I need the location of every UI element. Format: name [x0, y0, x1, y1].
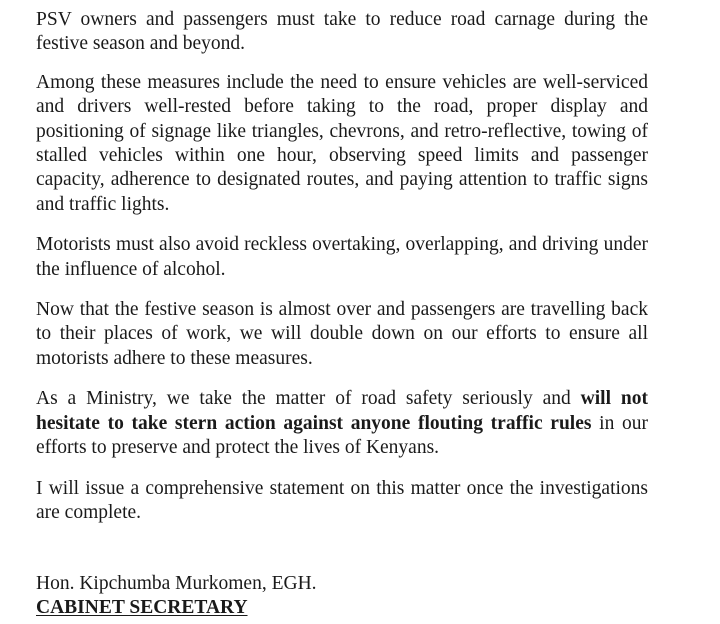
signatory-name: Hon. Kipchumba Murkomen, EGH.: [36, 573, 317, 594]
paragraph-upcoming-statement: I will issue a comprehensive statement on this matter once the investigations are complete.: [36, 477, 648, 523]
signatory-title: CABINET SECRETARY: [36, 597, 248, 619]
ministry-emphasis: will not hesitate to take stern action against anyone flouting traffic rules: [36, 388, 648, 434]
paragraph-motorists: Motorists must also avoid reckless overtaking, overlapping, and driving under the influence of alcohol.: [36, 234, 648, 280]
statement-body: [36, 8, 648, 541]
paragraph-festive-season: Now that the festive season is almost over and passengers are travelling back to their places of work, we will double down on our efforts to ensure all motorists adhere to these measures.: [36, 299, 648, 369]
paragraph-safety-measures: Among these measures include the need to ensure vehicles are well-serviced and drivers well-rested before taking to the road, proper display and positioning of signage like triangles, chevrons, and retro-reflective, towing of stalled vehicles within one hour, observing speed limits and passenger capacity, adherence to designated routes, and paying attention to traffic signs and traffic lights.: [36, 71, 648, 215]
paragraph-psv-measures: PSV owners and passengers must take to reduce road carnage during the festive season and beyond.: [36, 9, 648, 55]
ministry-text-start: As a Ministry, we take the matter of road safety seriously and: [36, 388, 581, 410]
ministry-text-end: in our efforts to preserve and protect the lives of Kenyans.: [36, 412, 648, 459]
signature-block: [36, 572, 317, 621]
paragraph-ministry-stance: [36, 387, 648, 460]
